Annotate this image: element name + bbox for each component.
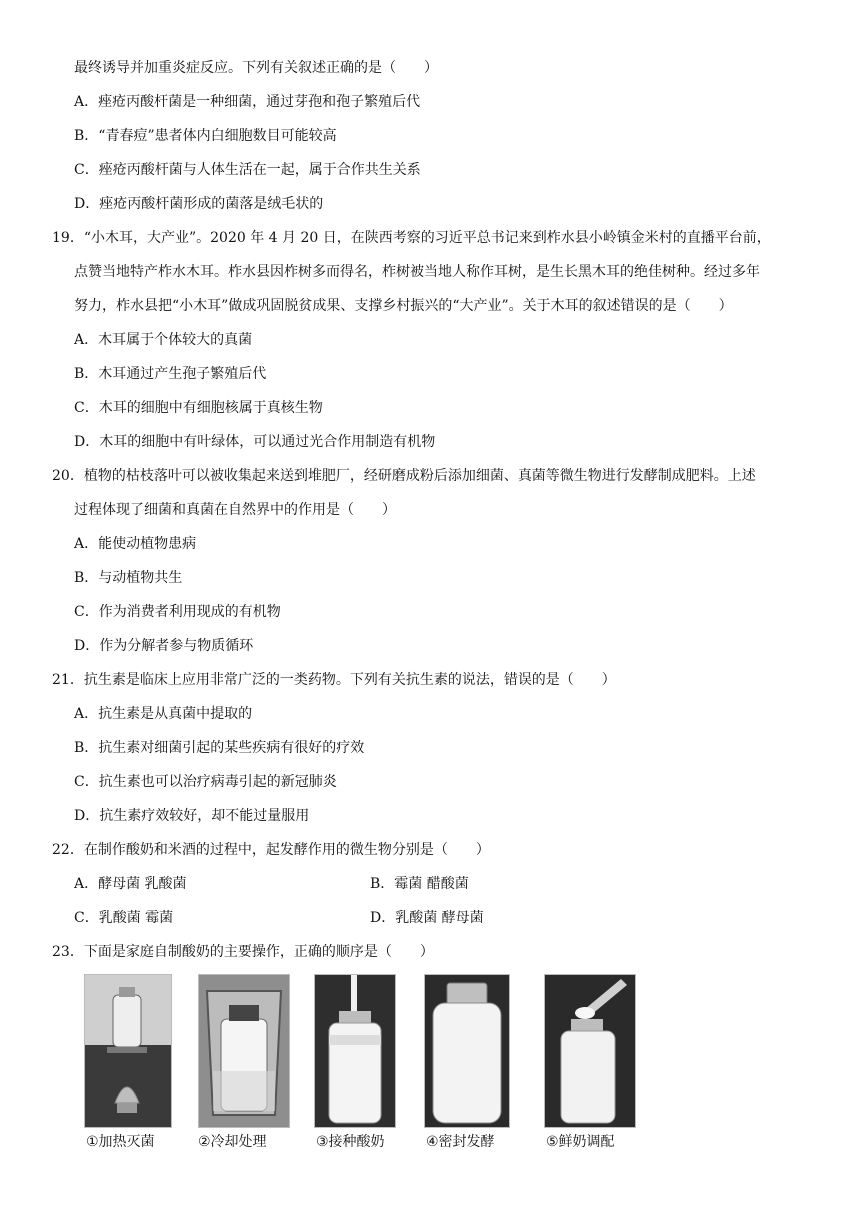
q18-option-b: B．“青春痘”患者体内白细胞数目可能较高: [74, 128, 337, 144]
q19-option-d: D．木耳的细胞中有叶绿体，可以通过光合作用制造有机物: [74, 434, 436, 450]
q22-stem: 22．在制作酸奶和米酒的过程中，起发酵作用的微生物分别是（ ）: [52, 842, 490, 858]
q21-option-b: B．抗生素对细菌引起的某些疾病有很好的疗效: [74, 740, 365, 756]
q22-option-a: A．酵母菌 乳酸菌: [74, 876, 187, 892]
q20-option-a: A．能使动植物患病: [74, 536, 197, 552]
q19-stem-line-2: 点赞当地特产柞水木耳。柞水县因柞树多而得名，柞树被当地人称作耳树，是生长黑木耳的绝佳树种。经过多年: [74, 264, 760, 280]
q22-option-d: D．乳酸菌 酵母菌: [370, 910, 484, 926]
q23-stem: 23．下面是家庭自制酸奶的主要操作，正确的顺序是（ ）: [52, 944, 434, 960]
q20-option-d: D．作为分解者参与物质循环: [74, 638, 254, 654]
q19-option-b: B．木耳通过产生孢子繁殖后代: [74, 366, 267, 382]
yogurt-steps-figure: [84, 974, 644, 1164]
q18-stem-end: 最终诱导并加重炎症反应。下列有关叙述正确的是（ ）: [74, 60, 438, 76]
q18-option-d: D．痤疮丙酸杆菌形成的菌落是绒毛状的: [74, 196, 324, 212]
photo-sealed-fermentation: [424, 974, 510, 1128]
q21-option-c: C．抗生素也可以治疗病毒引起的新冠肺炎: [74, 774, 337, 790]
q21-stem: 21．抗生素是临床上应用非常广泛的一类药物。下列有关抗生素的说法，错误的是（ ）: [52, 672, 616, 688]
q22-option-b: B．霉菌 醋酸菌: [370, 876, 469, 892]
q18-option-c: C．痤疮丙酸杆菌与人体生活在一起，属于合作共生关系: [74, 162, 421, 178]
q19-option-a: A．木耳属于个体较大的真菌: [74, 332, 253, 348]
q19-stem-line-1: 19．“小木耳，大产业”。2020 年 4 月 20 日，在陕西考察的习近平总书记来到柞水县小岭镇金米村的直播平台前，: [52, 230, 771, 246]
q21-option-d: D．抗生素疗效较好，却不能过量服用: [74, 808, 310, 824]
caption-step-1: ①加热灭菌: [86, 1134, 155, 1150]
q21-option-a: A．抗生素是从真菌中提取的: [74, 706, 253, 722]
q22-option-c: C．乳酸菌 霉菌: [74, 910, 174, 926]
q20-stem-line-2: 过程体现了细菌和真菌在自然界中的作用是（ ）: [74, 502, 396, 518]
photo-inoculating: [314, 974, 396, 1128]
caption-step-4: ④密封发酵: [426, 1134, 495, 1150]
caption-step-2: ②冷却处理: [198, 1134, 267, 1150]
photo-heating-sterilization: [84, 974, 172, 1128]
q18-option-a: A．痤疮丙酸杆菌是一种细菌，通过芽孢和孢子繁殖后代: [74, 94, 421, 110]
q20-stem-line-1: 20．植物的枯枝落叶可以被收集起来送到堆肥厂，经研磨成粉后添加细菌、真菌等微生物进行发酵制成肥料。上述: [52, 468, 756, 484]
q19-option-c: C．木耳的细胞中有细胞核属于真核生物: [74, 400, 323, 416]
q20-option-b: B．与动植物共生: [74, 570, 183, 586]
photo-fresh-milk-mixing: [544, 974, 636, 1128]
photo-cooling: [198, 974, 290, 1128]
caption-step-5: ⑤鲜奶调配: [546, 1134, 615, 1150]
q19-stem-line-3: 努力，柞水县把“小木耳”做成巩固脱贫成果、支撑乡村振兴的“大产业”。关于木耳的叙述错误的是（ ）: [74, 298, 733, 314]
q20-option-c: C．作为消费者利用现成的有机物: [74, 604, 281, 620]
caption-step-3: ③接种酸奶: [316, 1134, 385, 1150]
